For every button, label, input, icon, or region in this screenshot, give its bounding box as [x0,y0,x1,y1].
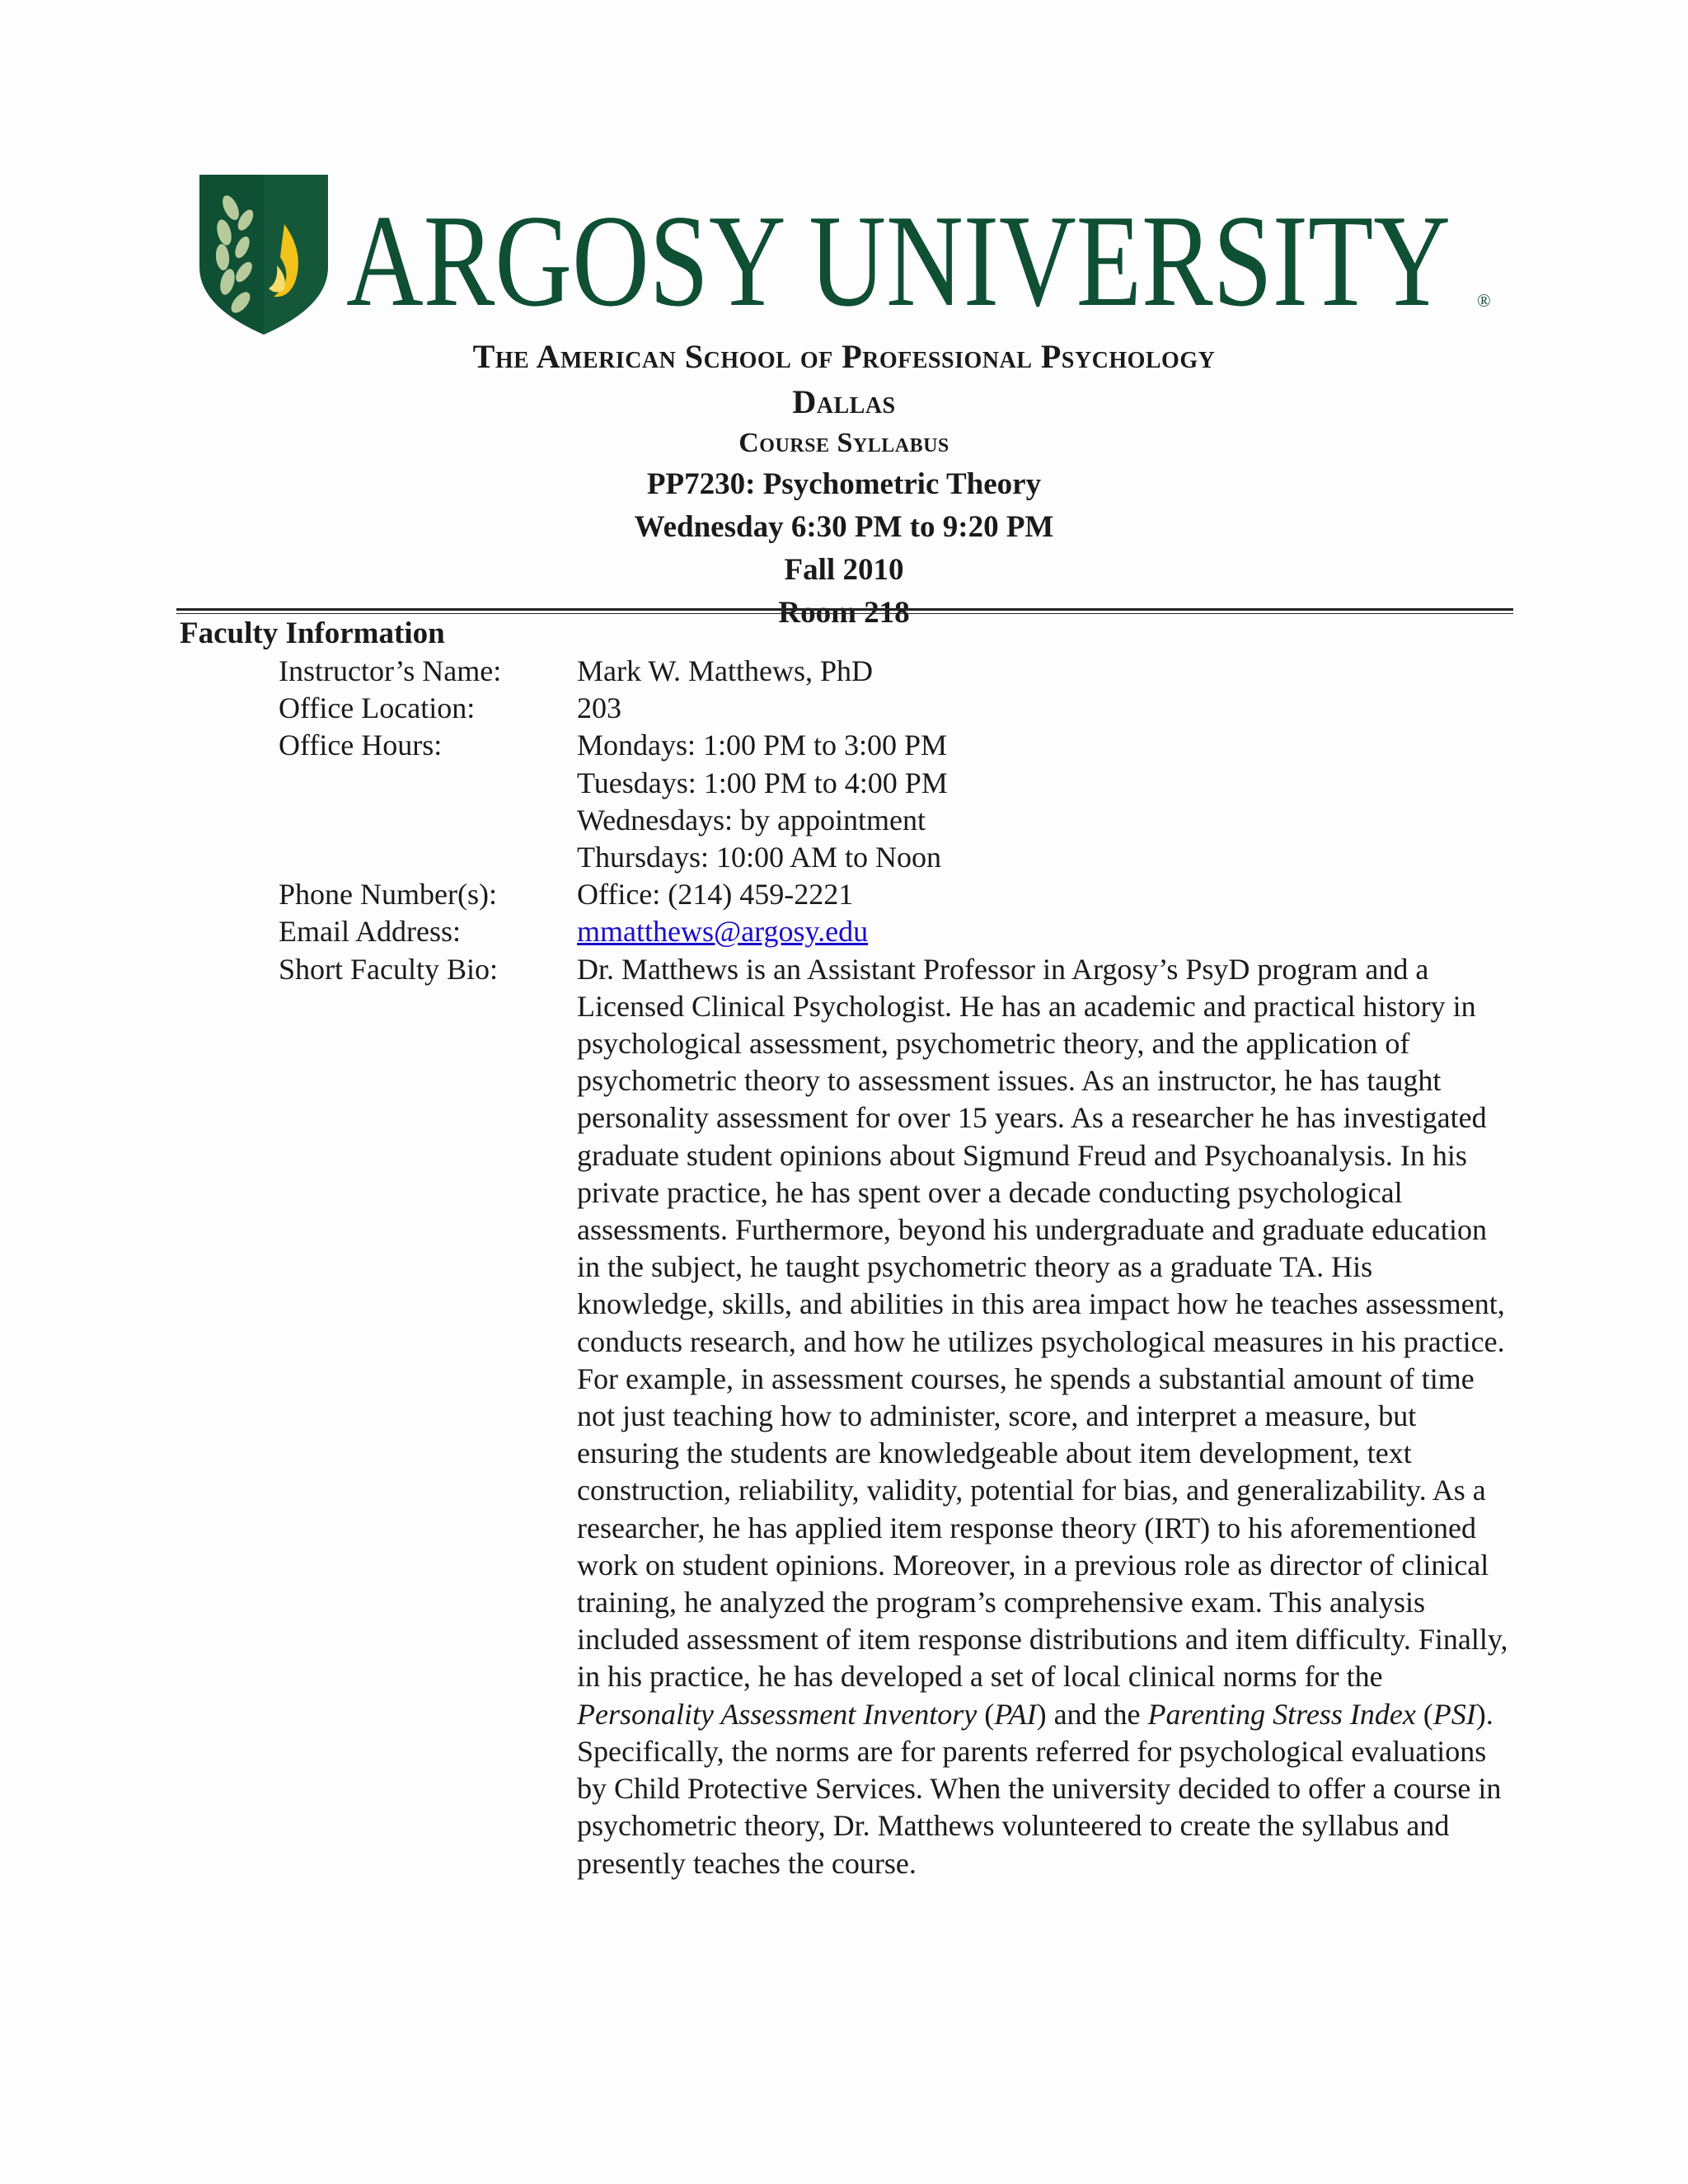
office-hours-item: Mondays: 1:00 PM to 3:00 PM [577,729,948,762]
faculty-bio [577,951,1515,1882]
campus-name: Dallas [792,383,896,420]
email-label: Email Address: [279,915,461,949]
bio-text: Dr. Matthews is an Assistant Professor in Argosy’s PsyD program and a Licensed Clinical Psychologist. He has an academic and practical history in psychological assessment, psychometric theory, and the application of psychometric theory to assessment issues. As an instructor, he has taught personality assessment for over 15 years. As a researcher he has investigated graduate student opinions about Sigmund Freud and Psychoanalysis. In his private practice, he has spent over a decade conducting psychological assessments. Furthermore, beyond his undergraduate and graduate education in the subject, he taught psychometric theory as a graduate TA. His knowledge, skills, and abilities in this area impact how he teaches assessment, conducts research, and how he utilizes psychological measures in his practice. For example, in assessment courses, he spends a substantial amount of time not just teaching how to administer, score, and interpret a measure, but ensuring the students are knowledgeable about item development, text construction, reliability, validity, potential for bias, and generalizability. As a researcher, he has applied item response theory (IRT) to his aforementioned work on student opinions. Moreover, in a previous role as director of clinical training, he analyzed the program’s comprehensive exam. This analysis included assessment of item response distributions and item difficulty. Finally, in his practice, he has developed a set of local clinical norms for the [577,952,1508,1694]
course-title: PP7230: Psychometric Theory [646,467,1042,501]
office-hours-item: Wednesdays: by appointment [577,803,926,837]
bio-italic-title: Parenting Stress Index [1147,1697,1416,1731]
phone-row [279,876,1515,913]
header-divider [176,608,1513,614]
office-hours-row [279,727,1515,876]
faculty-info [279,653,1515,1882]
course-room: Room 218 [778,596,910,630]
bio-text: ). Specifically, the norms are for parents referred for psychological evaluations by Child Protective Services. When the university decided to offer a course in psychometric theory, Dr. Matthews volunteered to create the syllabus and presently teaches the course. [577,1697,1502,1880]
bio-italic-title: Personality Assessment Inventory [577,1697,978,1731]
bio-text: ) and the [1036,1697,1148,1731]
bio-italic-abbr: PSI [1432,1697,1476,1731]
bio-row [279,951,1515,1882]
bio-label: Short Faculty Bio: [279,952,499,986]
bio-text: ( [977,1697,995,1731]
office-location-row [279,690,1515,727]
office-location-label: Office Location: [279,691,476,725]
office-hours-item: Thursdays: 10:00 AM to Noon [577,841,942,874]
instructor-name-row [279,653,1515,690]
course-term: Fall 2010 [784,553,904,587]
office-hours-item: Tuesdays: 1:00 PM to 4:00 PM [577,766,948,799]
phone-label: Phone Number(s): [279,878,497,912]
school-name: The American School of Professional Psychology [472,338,1216,375]
registered-mark: ® [1477,290,1491,311]
course-schedule: Wednesday 6:30 PM to 9:20 PM [634,510,1054,544]
logo-wordmark: ARGOSY UNIVERSITY [346,187,1451,334]
office-hours-label: Office Hours: [279,729,443,762]
instructor-name: Mark W. Matthews, PhD [577,654,873,687]
email-link[interactable]: mmatthews@argosy.edu [577,915,869,949]
syllabus-header [0,333,1688,635]
document-type: Course Syllabus [738,428,950,458]
argosy-university-logo [198,175,1500,340]
office-location: 203 [577,691,621,725]
phone-number: Office: (214) 459-2221 [577,878,854,912]
instructor-name-label: Instructor’s Name: [279,654,502,687]
bio-text: ( [1415,1697,1433,1731]
bio-italic-abbr: PAI [994,1697,1037,1731]
section-title: Faculty Information [180,616,445,650]
office-hours [577,727,1515,876]
email-row [279,913,1515,950]
argosy-shield-icon [198,175,1500,340]
